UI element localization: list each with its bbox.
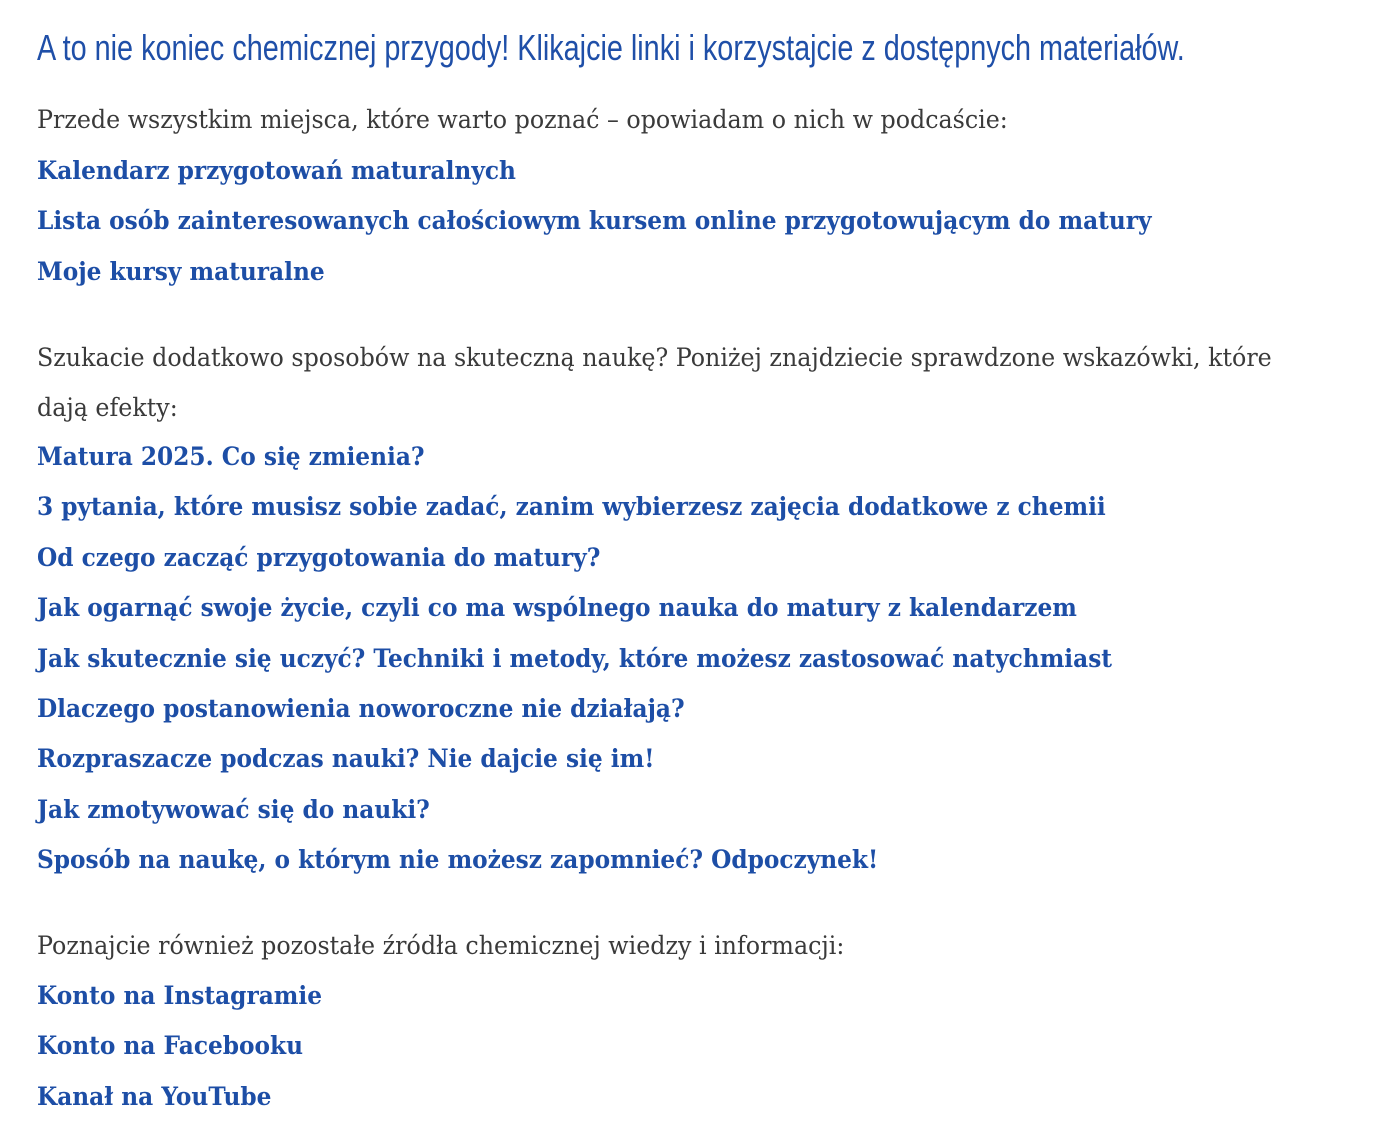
list-item <box>37 1072 1377 1122</box>
link-moje-kursy-maturalne[interactable]: Moje kursy maturalne <box>37 256 325 286</box>
list-item <box>37 734 1377 784</box>
list-item <box>37 247 1377 297</box>
section-heading: A to nie koniec chemicznej przygody! Klikajcie linki i korzystajcie z dostępnych materiałów. <box>37 27 1185 68</box>
link-odpoczynek[interactable]: Sposób na naukę, o którym nie możesz zapomnieć? Odpoczynek! <box>37 845 879 875</box>
link-list-places <box>37 146 1377 297</box>
list-item <box>37 835 1377 885</box>
link-list-sources <box>37 971 1377 1122</box>
link-lista-zainteresowanych-kurs[interactable]: Lista osób zainteresowanych całościowym kursem online przygotowującym do matury <box>37 206 1152 236</box>
list-item <box>37 634 1377 684</box>
intro-paragraph-places: Przede wszystkim miejsca, które warto poznać – opowiadam o nich w podcaście: <box>37 105 1008 134</box>
list-item <box>37 785 1377 835</box>
list-item <box>37 971 1377 1021</box>
link-jak-skutecznie-sie-uczyc[interactable]: Jak skutecznie się uczyć? Techniki i metody, które możesz zastosować natychmiast <box>37 643 1113 673</box>
list-item <box>37 196 1377 246</box>
link-postanowienia-noworoczne[interactable]: Dlaczego postanowienia noworoczne nie działają? <box>37 693 685 723</box>
list-item <box>37 146 1377 196</box>
link-matura-2025[interactable]: Matura 2025. Co się zmienia? <box>37 442 425 471</box>
intro-paragraph-sources: Poznajcie również pozostałe źródła chemicznej wiedzy i informacji: <box>37 931 845 960</box>
list-item <box>37 482 1377 532</box>
link-list-tips <box>37 432 1377 886</box>
intro-paragraph-tips: Szukacie dodatkowo sposobów na skuteczną naukę? Poniżej znajdziecie sprawdzone wskazówki, które dają efekty: <box>37 343 1272 422</box>
link-kalendarz-przygotowan[interactable]: Kalendarz przygotowań maturalnych <box>37 156 516 185</box>
list-item <box>37 1021 1377 1071</box>
link-instagram[interactable]: Konto na Instagramie <box>37 981 322 1010</box>
link-facebook[interactable]: Konto na Facebooku <box>37 1031 304 1061</box>
list-item <box>37 432 1377 482</box>
list-item <box>37 533 1377 583</box>
list-item <box>37 684 1377 734</box>
link-jak-ogarnac-zycie[interactable]: Jak ogarnąć swoje życie, czyli co ma wspólnego nauka do matury z kalendarzem <box>37 593 1077 623</box>
link-3-pytania[interactable]: 3 pytania, które musisz sobie zadać, zanim wybierzesz zajęcia dodatkowe z chemii <box>37 492 1106 522</box>
link-od-czego-zaczac[interactable]: Od czego zacząć przygotowania do matury? <box>37 542 601 572</box>
link-rozpraszacze[interactable]: Rozpraszacze podczas nauki? Nie dajcie się im! <box>37 744 655 774</box>
list-item <box>37 583 1377 633</box>
link-youtube[interactable]: Kanał na YouTube <box>37 1081 272 1111</box>
link-jak-zmotywowac-sie[interactable]: Jak zmotywować się do nauki? <box>37 794 430 824</box>
